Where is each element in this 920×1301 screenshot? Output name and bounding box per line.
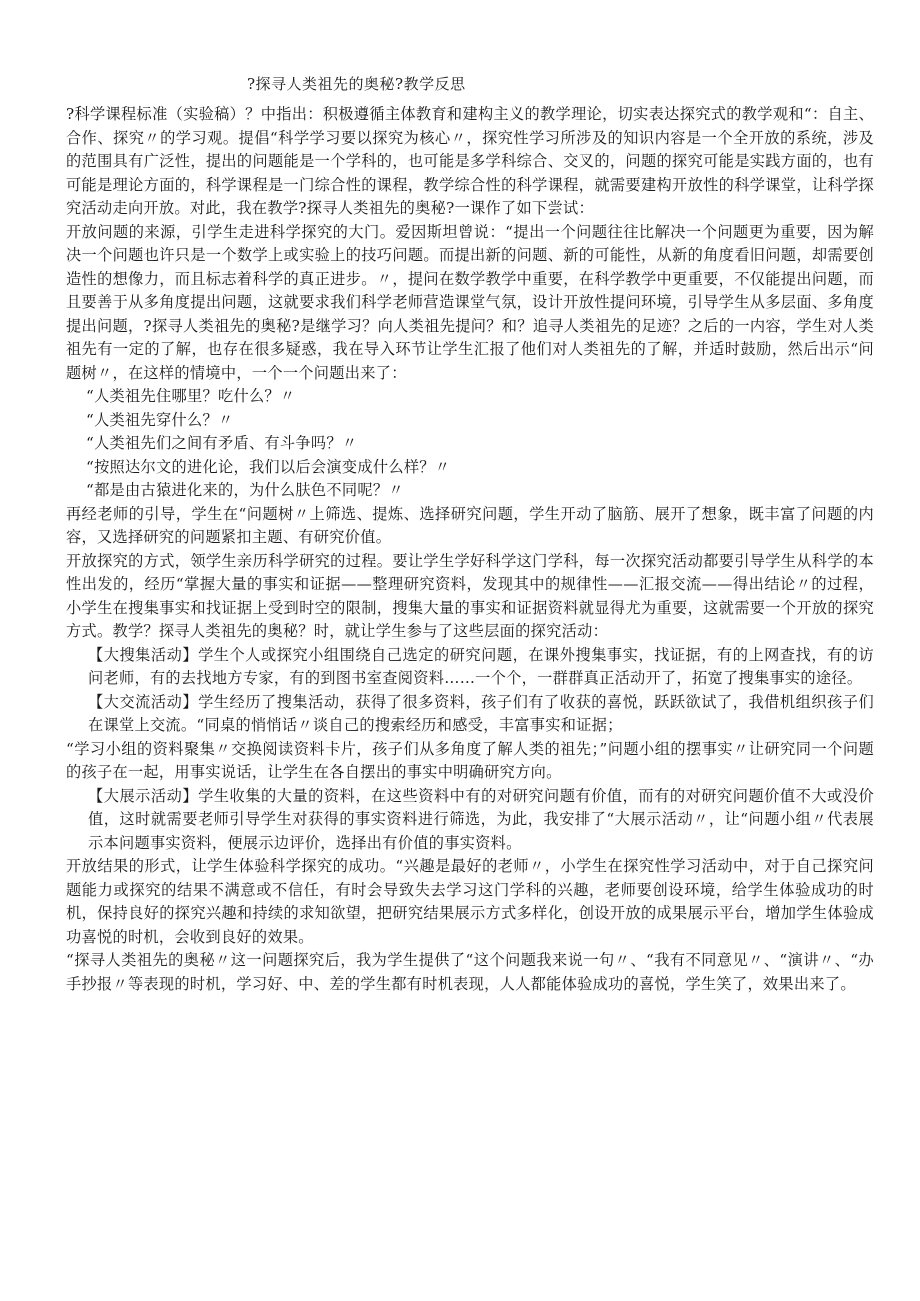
question-item: “人类祖先住哪里？吃什么？〃 bbox=[86, 387, 296, 405]
paragraph-showcase-activity: 【大展示活动】学生收集的大量的资料，在这些资料中有的对研究问题有价值，而有的对研究问题价值不大或没价值，这时就需要老师引导学生对获得的事实资料进行筛选，为此，我安排了“大展示活动〃，让“问题小组〃代表展示本问题事实资料，便展示边评价，选择出有价值的事实资料。 bbox=[88, 786, 874, 852]
paragraph-open-inquiry: 开放探究的方式，领学生亲历科学研究的过程。要让学生学好科学这门学科，每一次探究活动都要引导学生从科学的本性出发的，经历“掌握大量的事实和证据——整理研究资料，发现其中的规律性——汇报交流——得出结论〃的过程，小学生在搜集事实和找证据上受到时空的限制，搜集大量的事实和证据资料就显得尤为重要，这就需要一个开放的探究方式。教学？探寻人类祖先的奥秘？时，就让学生参与了这些层面的探究活动： bbox=[66, 551, 874, 640]
paragraph-open-questions: 开放问题的来源，引学生走进科学探究的大门。爱因斯坦曾说：“提出一个问题往往比解决一个问题更为重要，因为解决一个问题也许只是一个数学上或实验上的技巧问题。而提出新的问题、新的可能性，从新的角度看旧问题，却需要创造性的想像力，而且标志着科学的真正进步。〃，提问在数学教学中重要，在科学教学中更重要，不仅能提出问题，而且要善于从多角度提出问题，这就要求我们科学老师营造课堂气氛，设计开放性提问环境，引导学生从多层面、多角度提出问题，?探寻人类祖先的奥秘?是继学习？向人类祖先提问？和？追寻人类祖先的足迹？之后的一内容，学生对人类祖先有一定的了解，也存在很多疑惑，我在导入环节让学生汇报了他们对人类祖先的了解，并适时鼓励，然后出示“问题树〃，在这样的情境中，一个一个问题出来了： bbox=[66, 222, 874, 382]
paragraph-open-results: 开放结果的形式，让学生体验科学探究的成功。“兴趣是最好的老师〃，小学生在探究性学习活动中，对于自己探究问题能力或探究的结果不满意或不信任，有时会导致失去学习这门学科的兴趣，老师要创设环境，给学生体验成功的时机，保持良好的探究兴趣和持续的求知欲望，把研究结果展示方式多样化，创设开放的成果展示平台，增加学生体验成功喜悦的时机，会收到良好的效果。 bbox=[66, 857, 874, 946]
paragraph-question-tree: 再经老师的引导，学生在“问题树〃上筛选、提炼、选择研究问题，学生开动了脑筋、展开了想象，既丰富了问题的内容，又选择研究的问题紧扣主题、有研究价值。 bbox=[66, 504, 874, 546]
question-item: “按照达尔文的进化论，我们以后会演变成什么样？〃 bbox=[86, 457, 451, 476]
question-item: “人类祖先们之间有矛盾、有斗争吗？〃 bbox=[86, 434, 358, 452]
paragraph-intro: ?科学课程标准（实验稿）？中指出：积极遵循主体教育和建构主义的教学理论，切实表达探究式的教学观和“：自主、合作、探究〃的学习观。提倡“科学学习要以探究为核心〃，探究性学习所涉及的知识内容是一个全开放的系统，涉及的范围具有广泛性，提出的问题能是一个学科的，也可能是多学科综合、交叉的，问题的探究可能是实践方面的，也有可能是理论方面的，科学课程是一门综合性的课程，教学综合性的科学课程，就需要建构开放性的科学课堂，让科学探究活动走向开放。对此，我在教学?探寻人类祖先的奥秘?一课作了如下尝试： bbox=[66, 105, 874, 217]
question-item: “人类祖先穿什么？〃 bbox=[86, 410, 234, 429]
paragraph-conclusion: “探寻人类祖先的奥秘〃这一问题探究后，我为学生提供了“这个问题我来说一句〃、“我有不同意见〃、“演讲〃、“办手抄报〃等表现的时机，学习好、中、差的学生都有时机表现，人人都能体验成功的喜悦，学生笑了，效果出来了。 bbox=[66, 951, 874, 993]
paragraph-exchange-activity: 【大交流活动】学生经历了搜集活动，获得了很多资料，孩子们有了收获的喜悦，跃跃欲试了，我借机组织孩子们在课堂上交流。“同桌的悄悄话〃谈自己的搜索经历和感受，丰富事实和证据； bbox=[88, 692, 874, 734]
paragraph-study-group: “学习小组的资料聚集〃交换阅读资料卡片，孩子们从多角度了解人类的祖先；”问题小组的摆事实〃让研究同一个问题的孩子在一起，用事实说话，让学生在各自摆出的事实中明确研究方向。 bbox=[66, 739, 874, 781]
document-body bbox=[66, 103, 874, 996]
paragraph-collect-activity: 【大搜集活动】学生个人或探究小组围绕自己选定的研究问题，在课外搜集事实，找证据，有的上网查找，有的访问老师，有的去找地方专家，有的到图书室查阅资料……一个个，一群群真正活动开了，拓宽了搜集事实的途径。 bbox=[88, 645, 874, 687]
question-item: “都是由古猿进化来的，为什么肤色不同呢？〃 bbox=[86, 481, 404, 499]
document-title: ?探寻人类祖先的奥秘?教学反思 bbox=[247, 75, 466, 93]
